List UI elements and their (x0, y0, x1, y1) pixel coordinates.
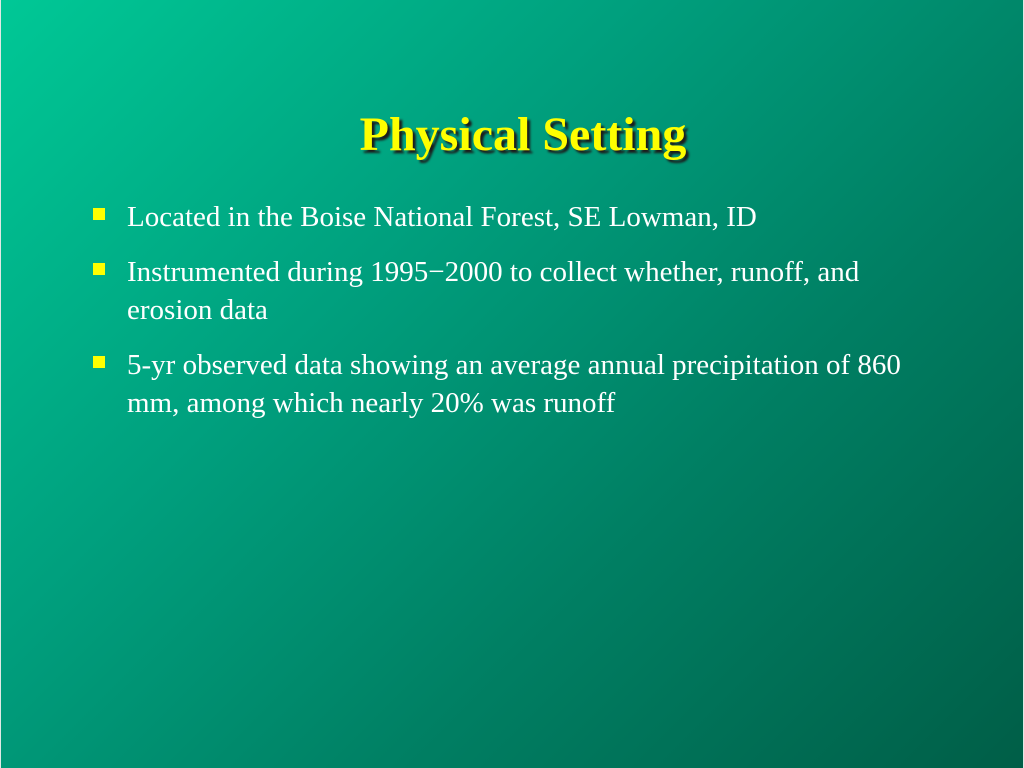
square-bullet-icon (93, 356, 105, 368)
square-bullet-icon (93, 263, 105, 275)
bullet-text: Instrumented during 1995−2000 to collect whether, runoff, and erosion data (127, 256, 860, 326)
bullet-item (91, 253, 941, 329)
bullet-item (91, 198, 941, 236)
bullet-text: 5-yr observed data showing an average annual precipitation of 860 mm, among which nearly 20% was runoff (127, 349, 901, 419)
bullet-list (91, 198, 941, 439)
slide-title: Physical Setting (359, 108, 687, 161)
bullet-text: Located in the Boise National Forest, SE Lowman, ID (127, 201, 757, 233)
square-bullet-icon (93, 208, 105, 220)
bullet-item (91, 346, 941, 422)
